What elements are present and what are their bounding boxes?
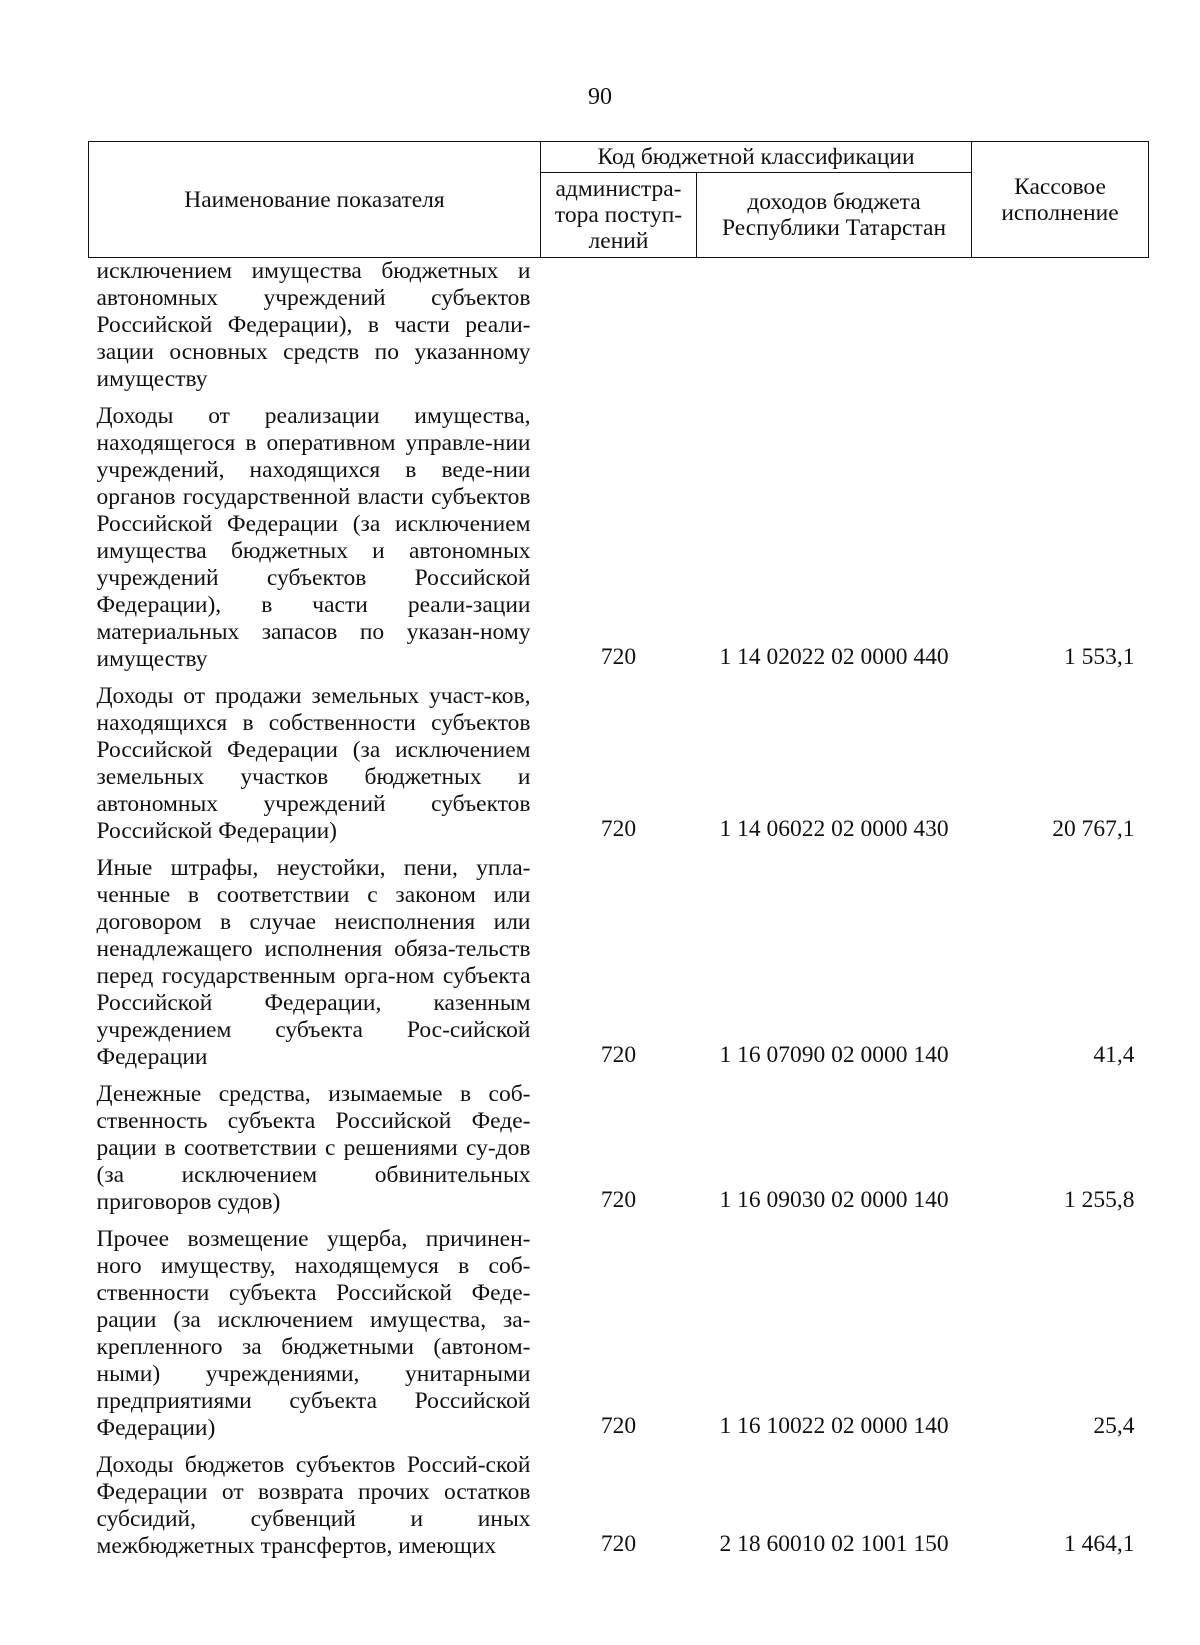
- amount-cell: 1 255,8: [1064, 1187, 1135, 1213]
- revenue-code-cell: 2 18 60010 02 1001 150: [719, 1531, 949, 1557]
- revenue-code-cell: 1 14 06022 02 0000 430: [719, 816, 949, 842]
- amount-cell: 1 464,1: [1064, 1531, 1135, 1557]
- table-row: [89, 1078, 1149, 1223]
- indicator-name-cell: исключением имущества бюджетных и автономных учреждений субъектов Российской Федерации), в части реали-зации основных средств по указанному имуществу: [96, 258, 531, 392]
- header-indicator-name: Наименование показателя: [89, 142, 541, 258]
- table-row: [89, 400, 1149, 680]
- administrator-code-cell: 720: [600, 1531, 637, 1557]
- indicator-name-cell: Доходы от реализации имущества, находящегося в оперативном управле-нии учреждений, находящихся в веде-нии органов государственной власти субъектов Российской Федерации (за исключением имущества бюджетных и автономных учреждений субъектов Российской Федерации), в части реали-зации материальных запасов по указан-ному имуществу: [96, 403, 531, 672]
- header-budget-revenue-code: доходов бюджета Республики Татарстан: [697, 173, 972, 258]
- table-row: [89, 1223, 1149, 1449]
- amount-cell: 20 767,1: [1052, 816, 1135, 842]
- amount-cell: 1 553,1: [1064, 644, 1135, 670]
- indicator-name-cell: Прочее возмещение ущерба, причинен-ного имуществу, находящемуся в соб-ственности субъекта Российской Феде-рации (за исключением имущества, за-крепленного за бюджетными (автоном-ными) учреждениями, унитарными предприятиями субъекта Российской Федерации): [96, 1226, 531, 1441]
- table-row: [89, 680, 1149, 852]
- table-row: [89, 1449, 1149, 1567]
- table-row: [89, 852, 1149, 1078]
- indicator-name-cell: Иные штрафы, неустойки, пени, упла-ченные в соответствии с законом или договором в случае неисполнения или ненадлежащего исполнения обяза-тельств перед государственным орга-ном субъекта Российской Федерации, казенным учреждением субъекта Рос-сийской Федерации: [96, 855, 531, 1070]
- table-header: [89, 142, 1149, 258]
- header-revenue-administrator: администра-тора поступ-лений: [541, 173, 697, 258]
- revenue-code-cell: 1 16 09030 02 0000 140: [719, 1187, 949, 1213]
- amount-cell: [972, 258, 1149, 401]
- revenue-code-cell: 1 16 07090 02 0000 140: [719, 1042, 949, 1068]
- administrator-code-cell: 720: [600, 644, 637, 670]
- administrator-code-cell: 720: [600, 816, 637, 842]
- revenue-code-cell: 1 16 10022 02 0000 140: [719, 1413, 949, 1439]
- revenue-code-cell: [697, 258, 972, 401]
- budget-table: [88, 141, 1149, 1567]
- table-body: [89, 258, 1149, 1568]
- header-cash-execution: Кассовое исполнение: [972, 142, 1149, 258]
- indicator-name-cell: Доходы бюджетов субъектов Россий-ской Федерации от возврата прочих остатков субсидий, субвенций и иных межбюджетных трансфертов, имеющих: [96, 1452, 531, 1559]
- administrator-code-cell: 720: [600, 1413, 637, 1439]
- administrator-code-cell: [541, 258, 697, 401]
- administrator-code-cell: 720: [600, 1042, 637, 1068]
- administrator-code-cell: 720: [600, 1187, 637, 1213]
- indicator-name-cell: Денежные средства, изымаемые в соб-ственность субъекта Российской Феде-рации в соответствии с решениями су-дов (за исключением обвинительных приговоров судов): [96, 1081, 531, 1215]
- indicator-name-cell: Доходы от продажи земельных участ-ков, находящихся в собственности субъектов Российской Федерации (за исключением земельных участков бюджетных и автономных учреждений субъектов Российской Федерации): [96, 683, 531, 844]
- revenue-code-cell: 1 14 02022 02 0000 440: [719, 644, 949, 670]
- header-budget-classification-code: Код бюджетной классификации: [541, 142, 972, 173]
- amount-cell: 41,4: [1093, 1042, 1135, 1068]
- table-row: [89, 258, 1149, 401]
- amount-cell: 25,4: [1093, 1413, 1135, 1439]
- page-number: 90: [588, 84, 612, 110]
